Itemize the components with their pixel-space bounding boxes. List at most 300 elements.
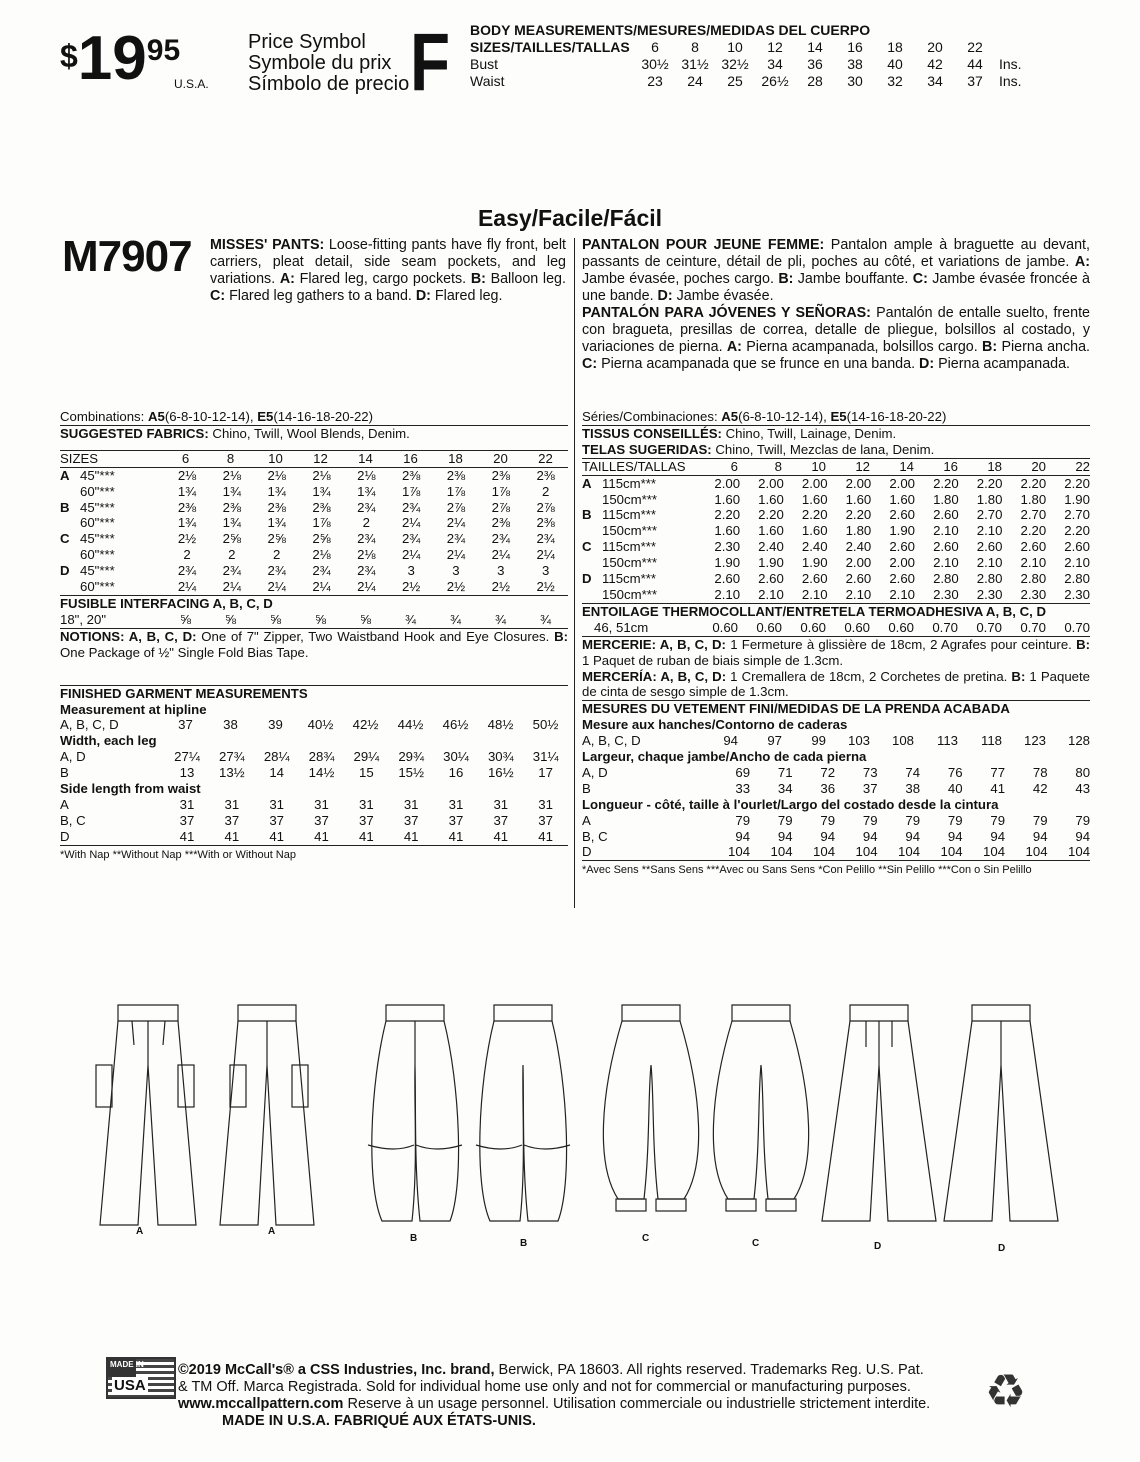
- table-cell: 94: [862, 828, 878, 844]
- table-cell: 2.10: [933, 523, 959, 539]
- right-yardage-table: [582, 476, 1090, 603]
- table-cell: 2⅜: [536, 467, 555, 483]
- desc-fr-at: Jambe évasée, poches cargo.: [582, 271, 779, 287]
- bm-unit: Ins.: [999, 56, 1022, 72]
- bm-waist-cell: 30: [847, 73, 863, 89]
- table-cell: 2¼: [401, 515, 421, 531]
- right-column: [582, 409, 1090, 879]
- desc-fr-d: D:: [657, 288, 673, 304]
- right-mercerie-label: MERCERIE: A, B, C, D:: [582, 636, 726, 652]
- table-cell: 104: [1025, 844, 1048, 860]
- table-cell: 27¾: [219, 749, 245, 765]
- table-cell: 2¾: [267, 563, 286, 579]
- left-notions-text: One of 7" Zipper, Two Waistband Hook and Eye Closures.: [196, 628, 555, 644]
- table-cell: 2¾: [357, 499, 376, 515]
- size-header-cell: 10: [268, 450, 283, 466]
- table-cell: ¾: [495, 611, 506, 627]
- bm-waist-row: [470, 73, 1022, 90]
- price-dollar: $: [60, 38, 78, 74]
- bm-bust-row: [470, 56, 1022, 73]
- bm-size-cell: 6: [651, 39, 659, 55]
- table-cell: 2.40: [758, 539, 784, 555]
- fabric-width: 45"***: [80, 563, 115, 579]
- table-cell: 79: [735, 812, 751, 828]
- table-cell: 94: [1032, 828, 1048, 844]
- table-cell: 2¼: [267, 579, 286, 595]
- table-cell: 2¾: [312, 563, 331, 579]
- right-comb-av: (6-8-10-12-14),: [738, 409, 831, 424]
- table-cell: 2.20: [801, 507, 828, 523]
- table-cell: 2.60: [889, 507, 915, 523]
- table-cell: 42: [1032, 780, 1048, 796]
- fabric-width: 150cm***: [602, 555, 657, 571]
- table-row: [582, 765, 1090, 781]
- table-cell: 94: [905, 828, 921, 844]
- table-cell: 2.60: [889, 539, 915, 555]
- left-sizes-label: SIZES: [60, 450, 99, 466]
- desc-es-a: A:: [726, 339, 742, 355]
- fabric-width: 115cm***: [602, 507, 656, 523]
- table-cell: 2.20: [933, 475, 959, 491]
- desc-fr-c: C:: [912, 271, 928, 287]
- desc-es-c: C:: [582, 356, 598, 372]
- table-cell: 108: [891, 733, 914, 749]
- table-cell: 97: [767, 733, 782, 749]
- desc-en-bt: Balloon leg.: [485, 271, 566, 287]
- table-cell: 2.20: [1020, 475, 1047, 491]
- right-tissus-text: Chino, Twill, Lainage, Denim.: [721, 425, 897, 441]
- right-merceria-text: 1 Cremallera de 18cm, 2 Corchetes de pretina.: [726, 668, 1012, 684]
- bm-sizes-row: [470, 39, 1022, 56]
- pants-view-d-back: [944, 1005, 1058, 1221]
- table-cell: 2.60: [1020, 539, 1047, 555]
- table-row: [582, 844, 1090, 860]
- table-row: [582, 571, 1090, 587]
- left-notions-b: B:: [554, 628, 568, 644]
- table-cell: 2⅞: [446, 499, 466, 515]
- table-cell: 1.90: [1064, 491, 1090, 507]
- table-cell: 2⅞: [491, 499, 510, 515]
- table-cell: 37: [179, 812, 195, 828]
- right-side-label: Longueur - côté, taille à l'ourlet/Largo del costado desde la cintura: [582, 796, 999, 812]
- table-cell: ⅝: [315, 611, 326, 627]
- price-letter: F: [410, 17, 451, 108]
- table-cell: 104: [728, 844, 751, 860]
- table-cell: 14½: [308, 765, 335, 781]
- size-header-cell: 12: [313, 450, 328, 466]
- desc-en-dt: Flared leg.: [430, 288, 503, 304]
- table-cell: 2.60: [758, 571, 784, 587]
- right-comb-a: A5: [721, 409, 739, 424]
- row-label: [60, 484, 165, 500]
- table-cell: 1⅞: [312, 515, 331, 531]
- table-cell: 2.10: [845, 586, 872, 602]
- size-header-cell: 22: [1075, 458, 1090, 474]
- table-cell: 69: [735, 764, 751, 780]
- table-cell: 14: [269, 765, 284, 781]
- bm-bust-cell: 40: [887, 56, 903, 72]
- made-in-usa-flag: [106, 1357, 176, 1399]
- desc-en-a: A:: [279, 271, 295, 287]
- right-sizes-label: TAILLES/TALLAS: [582, 458, 686, 474]
- left-finished-label: FINISHED GARMENT MEASUREMENTS: [60, 685, 308, 701]
- table-cell: 80: [1075, 764, 1091, 780]
- price-symbol-es: Símbolo de precio: [248, 73, 410, 95]
- table-cell: 2.20: [1064, 523, 1090, 539]
- table-cell: 48½: [487, 717, 514, 733]
- size-header-cell: 6: [181, 450, 190, 466]
- desc-fr-ct: Jambe évasée froncée à une bande.: [582, 271, 1090, 304]
- table-cell: 2⅜: [222, 499, 241, 515]
- table-row: [60, 468, 568, 484]
- table-cell: 118: [980, 733, 1002, 749]
- table-cell: 78: [1032, 764, 1048, 780]
- table-cell: 2.60: [845, 571, 872, 587]
- table-cell: 2.30: [976, 586, 1003, 602]
- table-cell: 31: [269, 796, 284, 812]
- table-cell: 37: [358, 812, 374, 828]
- table-cell: 3: [452, 563, 460, 579]
- bm-size-cell: 8: [691, 39, 699, 55]
- table-cell: 2¾: [401, 531, 421, 547]
- fabric-width: 150cm***: [602, 523, 657, 539]
- left-comb-av: (6-8-10-12-14),: [164, 409, 258, 424]
- table-row: [582, 507, 1090, 523]
- row-label: [60, 563, 165, 579]
- table-cell: 2.10: [801, 586, 828, 602]
- table-row: [60, 829, 568, 845]
- size-header-cell: 14: [899, 458, 914, 474]
- table-cell: 16: [448, 765, 464, 781]
- table-cell: 37: [178, 717, 193, 733]
- table-cell: 94: [723, 733, 738, 749]
- view-letter: C: [60, 531, 70, 547]
- view-letter: B: [582, 507, 592, 523]
- table-cell: 2⅛: [312, 547, 331, 563]
- table-cell: 1.60: [758, 523, 784, 539]
- desc-fr-title: PANTALON POUR JEUNE FEMME:: [582, 237, 825, 253]
- table-cell: 0.70: [1020, 619, 1046, 635]
- table-cell: 2¼: [357, 579, 376, 595]
- fabric-width: 60"***: [80, 483, 115, 499]
- view-letter: A: [60, 467, 70, 483]
- table-cell: 1.60: [889, 491, 915, 507]
- size-header-cell: 12: [855, 458, 870, 474]
- table-cell: 2⅝: [267, 531, 286, 547]
- table-cell: 2⅜: [491, 515, 510, 531]
- table-cell: 31: [403, 796, 419, 812]
- desc-fr-b: B:: [778, 271, 794, 287]
- right-hip-views: A, B, C, D: [582, 733, 641, 749]
- view-label-d: D: [998, 1243, 1006, 1254]
- table-cell: 2.10: [714, 586, 741, 602]
- table-cell: 71: [777, 764, 793, 780]
- desc-en-d: D:: [415, 288, 431, 304]
- footer-rights: Berwick, PA 18603. All rights reserved. Trademarks Reg. U.S. Pat.: [494, 1362, 924, 1378]
- size-header-cell: 18: [448, 450, 463, 466]
- fabric-width: 115cm***: [602, 571, 656, 587]
- footer-website: www.mccallpattern.com: [178, 1396, 344, 1412]
- size-header-cell: 10: [811, 458, 826, 474]
- table-cell: 2⅜: [536, 515, 555, 531]
- table-cell: 2.40: [801, 539, 828, 555]
- view-letter: A: [582, 475, 592, 491]
- table-cell: 31: [358, 796, 374, 812]
- table-cell: 2.00: [801, 475, 828, 491]
- table-cell: 2.60: [933, 507, 959, 523]
- desc-fr-text: Pantalon ample à braguette au devant, passants de ceinture, détail de pli, poches au côté, et variations de jambe.: [582, 237, 1090, 270]
- table-row: [582, 523, 1090, 539]
- table-cell: 79: [990, 812, 1006, 828]
- table-cell: 1.80: [933, 491, 959, 507]
- table-cell: 2¾: [177, 563, 197, 579]
- table-cell: 2⅛: [357, 547, 376, 563]
- table-cell: 1.80: [976, 491, 1003, 507]
- table-cell: 27¼: [174, 749, 200, 765]
- table-cell: 2⅜: [312, 499, 331, 515]
- size-header-cell: 8: [226, 450, 235, 466]
- table-cell: 41: [179, 828, 195, 844]
- table-cell: 13: [179, 765, 195, 781]
- bm-waist-cell: 32: [887, 73, 903, 89]
- table-cell: 2¼: [222, 579, 241, 595]
- table-cell: 3: [407, 563, 415, 579]
- desc-es-bt: Pierna ancha.: [997, 339, 1091, 355]
- table-row: [582, 476, 1090, 492]
- footer-usage-fr: Reserve à un usage personnel. Utilisation commerciale ou industrielle strictement interdite.: [343, 1396, 931, 1412]
- left-fabrics-text: Chino, Twill, Wool Blends, Denim.: [208, 425, 410, 441]
- table-cell: 1.80: [845, 523, 872, 539]
- table-cell: 2½: [177, 531, 197, 547]
- view-label-d: D: [874, 1241, 882, 1252]
- bm-unit: Ins.: [999, 73, 1022, 89]
- table-cell: 2¼: [177, 579, 197, 595]
- body-measurements: [470, 22, 1022, 90]
- view-label-b: B: [520, 1238, 528, 1249]
- table-cell: 73: [862, 764, 878, 780]
- table-cell: 2¼: [491, 547, 510, 563]
- bm-size-cell: 20: [927, 39, 943, 55]
- table-cell: 72: [820, 764, 836, 780]
- left-nap-note: *With Nap **Without Nap ***With or Without Nap: [60, 848, 296, 861]
- table-cell: 2.60: [714, 571, 741, 587]
- table-cell: 1¾: [267, 483, 286, 499]
- table-cell: 31: [538, 796, 553, 812]
- table-row: [582, 539, 1090, 555]
- table-cell: 2¼: [536, 547, 555, 563]
- view-illustrations: [0, 985, 1140, 1265]
- fabric-width: 60"***: [80, 579, 115, 595]
- table-cell: 29¼: [353, 749, 380, 765]
- price-country: U.S.A.: [174, 77, 209, 91]
- row-label: [60, 547, 165, 563]
- table-cell: 2.20: [758, 507, 784, 523]
- table-cell: 41: [224, 828, 240, 844]
- left-hip-label: Measurement at hipline: [60, 701, 207, 717]
- table-cell: 2⅛: [222, 467, 241, 483]
- table-cell: 41: [990, 780, 1006, 796]
- table-cell: 2¾: [222, 563, 241, 579]
- bm-waist-cell: 25: [727, 73, 743, 89]
- pants-view-a-front: [96, 1005, 196, 1225]
- table-cell: 2.00: [889, 555, 915, 571]
- view-label-a: A: [268, 1226, 276, 1237]
- left-comb-label: Combinations:: [60, 409, 148, 424]
- table-cell: 2⅛: [267, 467, 286, 483]
- table-cell: 2.30: [714, 539, 741, 555]
- table-cell: 1.60: [801, 523, 828, 539]
- column-divider: [574, 238, 575, 908]
- table-cell: 79: [947, 812, 963, 828]
- right-tissus-label: TISSUS CONSEILLÉS:: [582, 425, 722, 441]
- table-cell: 0.60: [756, 619, 782, 635]
- table-row: [60, 531, 568, 547]
- table-cell: 79: [1075, 812, 1091, 828]
- bm-waist-cell: 34: [927, 73, 943, 89]
- table-cell: 2.20: [1020, 523, 1047, 539]
- table-cell: 2.60: [889, 571, 915, 587]
- table-cell: 37: [224, 812, 240, 828]
- left-side-table: [60, 797, 568, 845]
- view-letter: C: [582, 539, 592, 555]
- bm-size-cell: 22: [967, 39, 983, 55]
- table-cell: 40: [947, 780, 963, 796]
- table-row: [60, 547, 568, 563]
- left-fabrics: [60, 426, 568, 442]
- table-cell: 2: [228, 547, 236, 563]
- table-cell: 2⅜: [491, 467, 510, 483]
- bm-bust-cell: 42: [927, 56, 943, 72]
- table-cell: 37: [269, 812, 284, 828]
- table-cell: 1¾: [222, 515, 241, 531]
- table-cell: 79: [777, 812, 793, 828]
- right-comb-ev: (14-16-18-20-22): [846, 409, 947, 424]
- table-cell: 38: [905, 780, 921, 796]
- table-cell: 2⅜: [401, 467, 421, 483]
- bm-bust-cell: 30½: [641, 56, 669, 72]
- pants-view-b-front: [368, 1005, 462, 1221]
- desc-en-text: Loose-fitting pants have fly front, belt carriers, pleat detail, side seam pockets, and leg variations.: [210, 237, 566, 287]
- table-cell: 2⅜: [177, 499, 197, 515]
- table-cell: 94: [947, 828, 963, 844]
- size-header-cell: 14: [358, 450, 373, 466]
- table-cell: 34: [777, 780, 793, 796]
- table-cell: ⅝: [180, 611, 191, 627]
- table-cell: 1¾: [177, 483, 197, 499]
- table-cell: 2.60: [801, 571, 828, 587]
- table-cell: 3: [541, 563, 550, 579]
- bm-bust-cell: 38: [847, 56, 863, 72]
- bm-waist-cell: 26½: [761, 73, 789, 89]
- bm-size-cell: 16: [847, 39, 863, 55]
- row-label: [60, 468, 165, 484]
- view-letter: D: [582, 571, 592, 587]
- row-label: D: [60, 828, 70, 844]
- flag-bottom-text: USA: [114, 1377, 146, 1394]
- table-cell: 2.70: [1020, 507, 1047, 523]
- left-comb-e: E5: [257, 409, 274, 424]
- table-cell: 0.70: [976, 619, 1002, 635]
- table-cell: 1¾: [222, 483, 241, 499]
- table-row: [60, 500, 568, 516]
- bm-bust-cell: 36: [807, 56, 823, 72]
- row-label: [582, 507, 696, 523]
- table-cell: 2.10: [1064, 555, 1090, 571]
- left-notions: [60, 629, 568, 661]
- left-interfacing-label: FUSIBLE INTERFACING A, B, C, D: [60, 595, 273, 611]
- price-cents: 95: [146, 34, 181, 67]
- row-label: [60, 531, 165, 547]
- table-cell: 0.60: [888, 619, 914, 635]
- row-label: [582, 587, 696, 603]
- fabric-width: 115cm***: [602, 539, 656, 555]
- difficulty-label: Easy/Facile/Fácil: [477, 205, 663, 231]
- price: [60, 24, 181, 93]
- pants-view-a-back: [220, 1005, 314, 1225]
- table-cell: 2.80: [976, 571, 1003, 587]
- table-cell: 2¾: [446, 531, 466, 547]
- table-cell: 2.30: [1020, 586, 1047, 602]
- row-label: B, C: [582, 828, 608, 844]
- bm-waist-cell: 28: [807, 73, 823, 89]
- view-letter: D: [60, 563, 70, 579]
- table-cell: 41: [448, 828, 464, 844]
- table-cell: 2: [541, 483, 550, 499]
- table-cell: 104: [770, 844, 793, 860]
- row-label: A: [60, 796, 69, 812]
- table-cell: 2¾: [536, 531, 555, 547]
- desc-fr-bt: Jambe bouffante.: [793, 271, 913, 287]
- table-cell: 2.00: [845, 555, 872, 571]
- desc-es-at: Pierna acampanada, bolsillos cargo.: [741, 339, 983, 355]
- recycle-icon: ♻: [985, 1365, 1027, 1417]
- table-cell: 28¾: [308, 749, 335, 765]
- left-interfacing-width: 18", 20": [60, 611, 107, 627]
- table-cell: 1.60: [714, 491, 741, 507]
- right-mercerie: [582, 637, 1090, 669]
- fabric-width: 150cm***: [602, 491, 657, 507]
- table-cell: 31: [493, 796, 509, 812]
- price-symbol-fr: Symbole du prix: [248, 52, 392, 74]
- table-cell: 1.90: [801, 555, 828, 571]
- left-width-table: [60, 749, 568, 781]
- table-cell: 2.30: [1064, 586, 1090, 602]
- size-header-cell: 20: [1031, 458, 1046, 474]
- table-cell: 42½: [352, 717, 379, 733]
- price-symbol-en: Price Symbol: [248, 31, 366, 53]
- table-cell: ⅝: [360, 611, 371, 627]
- table-cell: 38: [223, 717, 238, 733]
- table-cell: 15: [358, 765, 374, 781]
- table-cell: 2.20: [714, 507, 741, 523]
- table-cell: 37: [493, 812, 509, 828]
- table-cell: 0.70: [932, 619, 958, 635]
- table-cell: 2.10: [976, 523, 1003, 539]
- table-cell: 2.80: [1020, 571, 1047, 587]
- table-cell: 2: [362, 515, 370, 531]
- table-cell: 1⅞: [491, 483, 510, 499]
- row-label: A, D: [582, 764, 608, 780]
- table-cell: 41: [493, 828, 509, 844]
- fabric-width: 60"***: [80, 547, 115, 563]
- desc-en-at: Flared leg, cargo pockets.: [294, 271, 471, 287]
- right-combinations: [582, 409, 1090, 425]
- size-header-cell: 16: [403, 450, 418, 466]
- view-label-a: A: [136, 1226, 144, 1237]
- description-en: [210, 237, 566, 305]
- table-cell: 2⅞: [536, 499, 555, 515]
- left-notions-label: NOTIONS: A, B, C, D:: [60, 628, 197, 644]
